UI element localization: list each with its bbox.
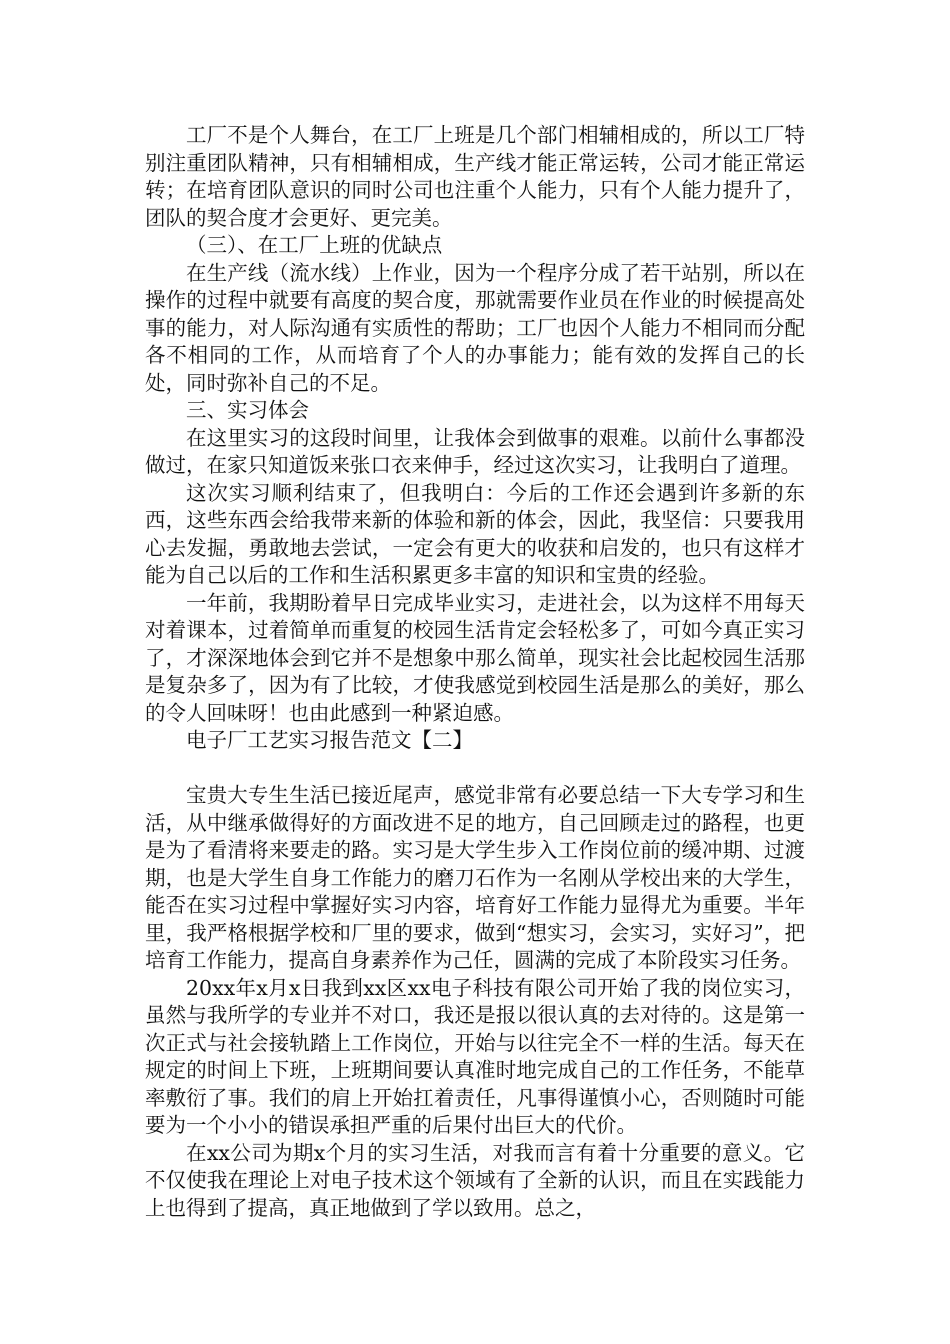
heading-internship-experience: 三、实习体会	[186, 398, 309, 422]
paragraph-company-internship: 20xx年x月x日我到xx区xx电子科技有限公司开始了我的岗位实习，虽然与我所学的专业并不对口，我还是报以很认真的去对待的。这是第一次正式与社会接轨踏上工作岗位，开始与以往完全不一样的生活。每天在规定的时间上下班，上班期间要认真准时地完成自己的工作任务，不能草率敷衍了事。我们的肩上开始扛着责任，凡事得谨慎小心，否则随时可能要为一个小小的错误承担严重的后果付出巨大的代价。	[145, 975, 805, 1137]
paragraph-one-year-ago: 一年前，我期盼着早日完成毕业实习，走进社会，以为这样不用每天对着课本，过着简单而重复的校园生活肯定会轻松多了，可如今真正实习了，才深深地体会到它并不是想象中那么简单，现实社会比起校园生活那是复杂多了，因为有了比较，才使我感觉到校园生活是那么的美好，那么的令人回味呀！也由此感到一种紧迫感。	[145, 590, 805, 725]
heading-pros-cons: （三）、在工厂上班的优缺点	[186, 233, 443, 257]
paragraph-college-life: 宝贵大专生生活已接近尾声，感觉非常有必要总结一下大专学习和生活，从中继承做得好的方面改进不足的地方，自己回顾走过的路程，也更是为了看清将来要走的路。实习是大学生步入工作岗位前的缓冲期、过渡期，也是大学生自身工作能力的磨刀石作为一名刚从学校出来的大学生，能否在实习过程中掌握好实习内容，培育好工作能力显得尤为重要。半年里，我严格根据学校和厂里的要求，做到“想实习，会实习，实好习”，把培育工作能力，提高自身素养作为己任，圆满的完成了本阶段实习任务。	[145, 783, 805, 972]
section-title-report-two: 电子厂工艺实习报告范文【二】	[186, 728, 473, 752]
paragraph-teamwork: 工厂不是个人舞台，在工厂上班是几个部门相辅相成的，所以工厂特别注重团队精神，只有相辅相成，生产线才能正常运转，公司才能正常运转；在培育团队意识的同时公司也注重个人能力，只有个人能力提升了，团队的契合度才会更好、更完美。	[145, 123, 805, 230]
paragraph-conclusion: 这次实习顺利结束了，但我明白：今后的工作还会遇到许多新的东西，这些东西会给我带来新的体验和新的体会，因此，我坚信：只要我用心去发掘，勇敢地去尝试，一定会有更大的收获和启发的，也只有这样才能为自己以后的工作和生活积累更多丰富的知识和宝贵的经验。	[145, 480, 805, 587]
paragraph-production-line: 在生产线（流水线）上作业，因为一个程序分成了若干站别，所以在操作的过程中就要有高度的契合度，那就需要作业员在作业的时候提高处事的能力，对人际沟通有实质性的帮助；工厂也因个人能力不相同而分配各不相同的工作，从而培育了个人的办事能力；能有效的发挥自己的长处，同时弥补自己的不足。	[145, 260, 805, 395]
document-body	[145, 122, 805, 1222]
paragraph-significance: 在xx公司为期x个月的实习生活，对我而言有着十分重要的意义。它不仅使我在理论上对电子技术这个领域有了全新的认识，而且在实践能力上也得到了提高，真正地做到了学以致用。总之，	[145, 1140, 805, 1220]
paragraph-hardship: 在这里实习的这段时间里，让我体会到做事的艰难。以前什么事都没做过，在家只知道饭来张口衣来伸手，经过这次实习，让我明白了道理。	[145, 425, 805, 477]
